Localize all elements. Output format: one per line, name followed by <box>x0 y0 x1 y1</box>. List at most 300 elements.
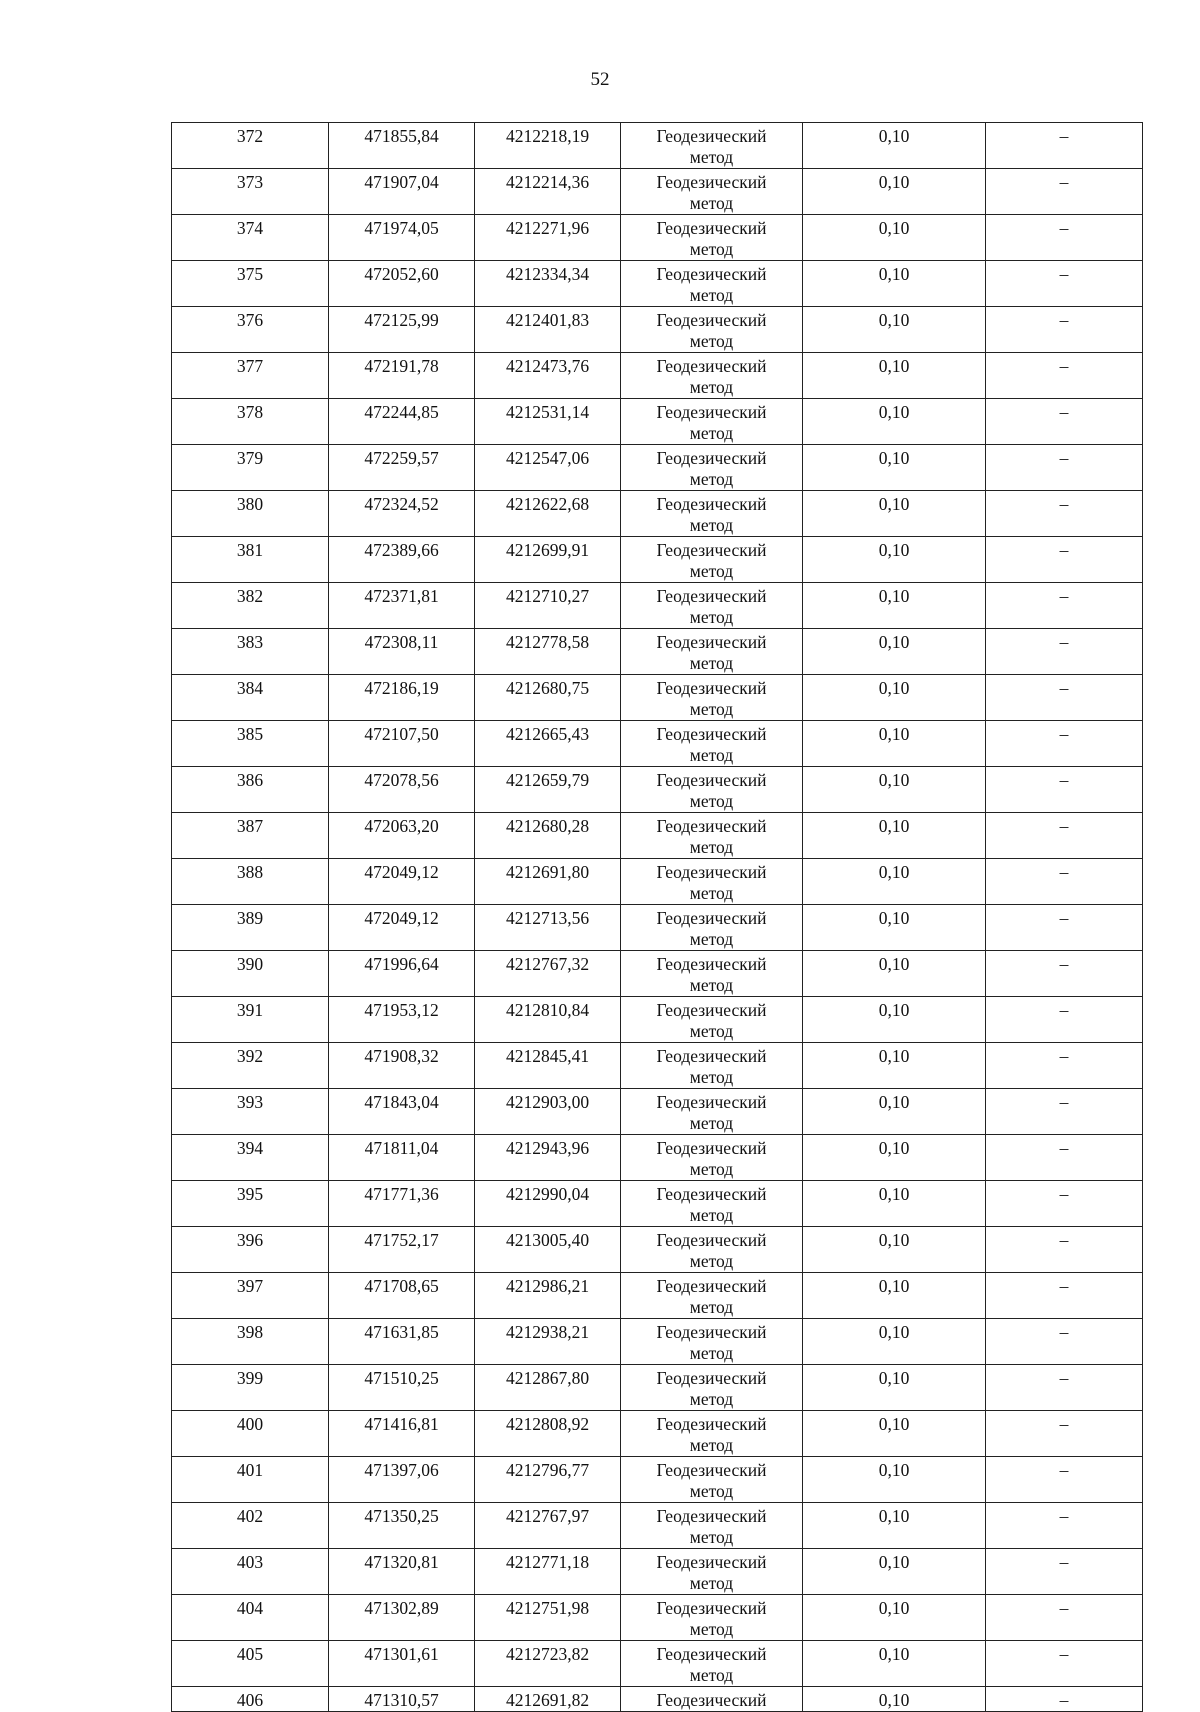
method-line-2: метод <box>689 1573 734 1593</box>
method-cell <box>621 721 803 767</box>
point-number-text: 400 <box>236 1414 264 1434</box>
accuracy-cell <box>803 905 986 951</box>
point-number-cell <box>172 1457 329 1503</box>
x-coordinate-cell <box>329 261 475 307</box>
table-row <box>172 1181 1143 1227</box>
point-number-text: 377 <box>236 356 264 376</box>
method-cell <box>621 905 803 951</box>
method-line-2: метод <box>689 1067 734 1087</box>
point-number-text: 405 <box>236 1644 264 1664</box>
y-coordinate-cell <box>475 399 621 445</box>
y-coordinate-text: 4212691,82 <box>505 1690 590 1710</box>
note-cell <box>986 491 1143 537</box>
note-cell <box>986 905 1143 951</box>
y-coordinate-text: 4212680,75 <box>505 678 590 698</box>
note-cell <box>986 859 1143 905</box>
y-coordinate-text: 4212778,58 <box>505 632 590 652</box>
accuracy-text: 0,10 <box>878 1092 910 1112</box>
accuracy-text: 0,10 <box>878 724 910 744</box>
point-number-cell <box>172 1365 329 1411</box>
y-coordinate-cell <box>475 1549 621 1595</box>
point-number-cell <box>172 491 329 537</box>
y-coordinate-text: 4212473,76 <box>505 356 590 376</box>
point-number-text: 398 <box>236 1322 264 1342</box>
point-number-text: 388 <box>236 862 264 882</box>
table-row <box>172 353 1143 399</box>
accuracy-cell <box>803 399 986 445</box>
y-coordinate-cell <box>475 583 621 629</box>
note-dash: – <box>1059 1000 1069 1020</box>
x-coordinate-text: 471996,64 <box>364 954 439 974</box>
method-text <box>621 1043 802 1088</box>
note-cell <box>986 629 1143 675</box>
accuracy-text: 0,10 <box>878 1598 910 1618</box>
method-line-1: Геодезический <box>656 586 767 606</box>
point-number-text: 389 <box>236 908 264 928</box>
accuracy-cell <box>803 997 986 1043</box>
y-coordinate-cell <box>475 1227 621 1273</box>
x-coordinate-text: 472308,11 <box>364 632 439 652</box>
y-coordinate-text: 4212665,43 <box>505 724 590 744</box>
accuracy-text: 0,10 <box>878 1000 910 1020</box>
method-text <box>621 1227 802 1272</box>
method-cell <box>621 1595 803 1641</box>
method-line-1: Геодезический <box>656 1046 767 1066</box>
method-text <box>621 491 802 536</box>
y-coordinate-cell <box>475 1135 621 1181</box>
point-number-cell <box>172 721 329 767</box>
x-coordinate-cell <box>329 491 475 537</box>
point-number-cell <box>172 1273 329 1319</box>
method-line-1: Геодезический <box>656 1460 767 1480</box>
note-dash: – <box>1059 540 1069 560</box>
point-number-text: 380 <box>236 494 264 514</box>
y-coordinate-text: 4212767,97 <box>505 1506 590 1526</box>
method-text <box>621 767 802 812</box>
page-number: 52 <box>590 69 610 90</box>
y-coordinate-cell <box>475 1365 621 1411</box>
accuracy-text: 0,10 <box>878 908 910 928</box>
method-text <box>621 1135 802 1180</box>
table-row <box>172 905 1143 951</box>
x-coordinate-text: 472107,50 <box>364 724 439 744</box>
method-line-1: Геодезический <box>656 954 767 974</box>
y-coordinate-cell <box>475 1503 621 1549</box>
method-text <box>621 169 802 214</box>
y-coordinate-cell <box>475 1595 621 1641</box>
table-row <box>172 537 1143 583</box>
point-number-text: 374 <box>236 218 264 238</box>
y-coordinate-cell <box>475 1089 621 1135</box>
x-coordinate-text: 472078,56 <box>364 770 439 790</box>
method-text <box>621 997 802 1042</box>
note-dash: – <box>1059 816 1069 836</box>
y-coordinate-text: 4212938,21 <box>505 1322 590 1342</box>
accuracy-cell <box>803 813 986 859</box>
method-text <box>621 1319 802 1364</box>
point-number-cell <box>172 1319 329 1365</box>
y-coordinate-text: 4212986,21 <box>505 1276 590 1296</box>
method-cell <box>621 1365 803 1411</box>
note-cell <box>986 767 1143 813</box>
coordinates-table <box>171 122 1143 1712</box>
method-line-2: метод <box>689 1343 734 1363</box>
method-line-1: Геодезический <box>656 310 767 330</box>
y-coordinate-cell <box>475 1319 621 1365</box>
y-coordinate-cell <box>475 261 621 307</box>
x-coordinate-text: 471752,17 <box>364 1230 439 1250</box>
method-line-1: Геодезический <box>656 1276 767 1296</box>
method-cell <box>621 123 803 169</box>
method-text <box>621 1641 802 1686</box>
x-coordinate-text: 471631,85 <box>364 1322 439 1342</box>
accuracy-cell <box>803 1411 986 1457</box>
accuracy-text: 0,10 <box>878 310 910 330</box>
note-cell <box>986 1457 1143 1503</box>
y-coordinate-text: 4212547,06 <box>505 448 590 468</box>
method-text <box>621 307 802 352</box>
method-text <box>621 1595 802 1640</box>
method-cell <box>621 1089 803 1135</box>
point-number-text: 401 <box>236 1460 264 1480</box>
x-coordinate-text: 472324,52 <box>364 494 439 514</box>
x-coordinate-cell <box>329 1503 475 1549</box>
table-row <box>172 1227 1143 1273</box>
accuracy-cell <box>803 1687 986 1712</box>
method-cell <box>621 1457 803 1503</box>
note-dash: – <box>1059 126 1069 146</box>
x-coordinate-cell <box>329 399 475 445</box>
note-cell <box>986 813 1143 859</box>
y-coordinate-text: 4212810,84 <box>505 1000 590 1020</box>
method-line-1: Геодезический <box>656 1230 767 1250</box>
x-coordinate-cell <box>329 537 475 583</box>
x-coordinate-text: 472052,60 <box>364 264 439 284</box>
x-coordinate-text: 472371,81 <box>364 586 439 606</box>
x-coordinate-text: 471510,25 <box>364 1368 439 1388</box>
x-coordinate-text: 471301,61 <box>364 1644 439 1664</box>
y-coordinate-text: 4212691,80 <box>505 862 590 882</box>
method-line-1: Геодезический <box>656 264 767 284</box>
point-number-cell <box>172 1595 329 1641</box>
method-text <box>621 1089 802 1134</box>
point-number-cell <box>172 123 329 169</box>
x-coordinate-text: 471708,65 <box>364 1276 439 1296</box>
note-cell <box>986 215 1143 261</box>
accuracy-text: 0,10 <box>878 1184 910 1204</box>
table-row <box>172 813 1143 859</box>
note-dash: – <box>1059 264 1069 284</box>
point-number-text: 404 <box>236 1598 264 1618</box>
accuracy-text: 0,10 <box>878 816 910 836</box>
note-cell <box>986 1227 1143 1273</box>
table-row <box>172 399 1143 445</box>
method-line-2: метод <box>689 285 734 305</box>
note-dash: – <box>1059 1690 1069 1710</box>
x-coordinate-text: 472125,99 <box>364 310 439 330</box>
accuracy-cell <box>803 353 986 399</box>
note-dash: – <box>1059 678 1069 698</box>
method-text <box>621 261 802 306</box>
y-coordinate-text: 4212699,91 <box>505 540 590 560</box>
method-line-2: метод <box>689 837 734 857</box>
method-cell <box>621 307 803 353</box>
y-coordinate-cell <box>475 537 621 583</box>
x-coordinate-cell <box>329 1319 475 1365</box>
accuracy-cell <box>803 1135 986 1181</box>
method-line-2: метод <box>689 975 734 995</box>
method-cell <box>621 261 803 307</box>
accuracy-cell <box>803 1319 986 1365</box>
method-text <box>621 215 802 260</box>
point-number-text: 372 <box>236 126 264 146</box>
point-number-text: 387 <box>236 816 264 836</box>
accuracy-cell <box>803 583 986 629</box>
accuracy-cell <box>803 307 986 353</box>
point-number-text: 384 <box>236 678 264 698</box>
y-coordinate-text: 4212713,56 <box>505 908 590 928</box>
accuracy-text: 0,10 <box>878 678 910 698</box>
point-number-text: 390 <box>236 954 264 974</box>
note-cell <box>986 1411 1143 1457</box>
method-cell <box>621 1549 803 1595</box>
accuracy-cell <box>803 1089 986 1135</box>
y-coordinate-cell <box>475 675 621 721</box>
note-cell <box>986 1365 1143 1411</box>
accuracy-text: 0,10 <box>878 1552 910 1572</box>
method-line-1: Геодезический <box>656 1092 767 1112</box>
table-row <box>172 169 1143 215</box>
accuracy-cell <box>803 169 986 215</box>
method-text <box>621 1181 802 1226</box>
method-line-1: Геодезический <box>656 1598 767 1618</box>
x-coordinate-cell <box>329 997 475 1043</box>
method-cell <box>621 997 803 1043</box>
method-line-2: метод <box>689 1435 734 1455</box>
x-coordinate-cell <box>329 951 475 997</box>
method-text <box>621 905 802 950</box>
note-dash: – <box>1059 1368 1069 1388</box>
note-dash: – <box>1059 724 1069 744</box>
point-number-text: 406 <box>236 1690 264 1710</box>
x-coordinate-cell <box>329 1411 475 1457</box>
method-cell <box>621 169 803 215</box>
note-dash: – <box>1059 908 1069 928</box>
note-cell <box>986 445 1143 491</box>
note-dash: – <box>1059 310 1069 330</box>
y-coordinate-cell <box>475 169 621 215</box>
point-number-text: 392 <box>236 1046 264 1066</box>
method-cell <box>621 1411 803 1457</box>
note-cell <box>986 1503 1143 1549</box>
point-number-text: 385 <box>236 724 264 744</box>
method-line-1: Геодезический <box>656 678 767 698</box>
point-number-cell <box>172 859 329 905</box>
x-coordinate-text: 472049,12 <box>364 908 439 928</box>
accuracy-cell <box>803 675 986 721</box>
point-number-cell <box>172 629 329 675</box>
x-coordinate-text: 472191,78 <box>364 356 439 376</box>
point-number-cell <box>172 1181 329 1227</box>
note-dash: – <box>1059 1138 1069 1158</box>
table-row <box>172 1595 1143 1641</box>
accuracy-text: 0,10 <box>878 1322 910 1342</box>
method-line-2: метод <box>689 331 734 351</box>
y-coordinate-text: 4212845,41 <box>505 1046 590 1066</box>
y-coordinate-text: 4212903,00 <box>505 1092 590 1112</box>
method-line-2: метод <box>689 607 734 627</box>
note-dash: – <box>1059 172 1069 192</box>
y-coordinate-cell <box>475 721 621 767</box>
y-coordinate-cell <box>475 905 621 951</box>
accuracy-cell <box>803 261 986 307</box>
note-cell <box>986 1043 1143 1089</box>
point-number-text: 395 <box>236 1184 264 1204</box>
x-coordinate-cell <box>329 1273 475 1319</box>
note-cell <box>986 997 1143 1043</box>
x-coordinate-cell <box>329 905 475 951</box>
method-line-1: Геодезический <box>656 1368 767 1388</box>
point-number-cell <box>172 445 329 491</box>
method-line-2: метод <box>689 1389 734 1409</box>
table-row <box>172 1043 1143 1089</box>
point-number-text: 393 <box>236 1092 264 1112</box>
y-coordinate-text: 4212680,28 <box>505 816 590 836</box>
point-number-cell <box>172 675 329 721</box>
table-row <box>172 1135 1143 1181</box>
note-cell <box>986 399 1143 445</box>
method-line-1: Геодезический <box>656 126 767 146</box>
accuracy-cell <box>803 123 986 169</box>
accuracy-text: 0,10 <box>878 126 910 146</box>
method-cell <box>621 1687 803 1712</box>
method-line-2: метод <box>689 1251 734 1271</box>
point-number-text: 383 <box>236 632 264 652</box>
method-cell <box>621 1503 803 1549</box>
table-body <box>172 123 1143 1712</box>
point-number-cell <box>172 767 329 813</box>
note-dash: – <box>1059 862 1069 882</box>
y-coordinate-text: 4212710,27 <box>505 586 590 606</box>
point-number-cell <box>172 1687 329 1712</box>
x-coordinate-cell <box>329 353 475 399</box>
note-cell <box>986 353 1143 399</box>
table-row <box>172 491 1143 537</box>
method-text <box>621 813 802 858</box>
table-row <box>172 629 1143 675</box>
method-line-1: Геодезический <box>656 908 767 928</box>
y-coordinate-text: 4212334,34 <box>505 264 590 284</box>
method-cell <box>621 767 803 813</box>
x-coordinate-cell <box>329 307 475 353</box>
point-number-text: 403 <box>236 1552 264 1572</box>
note-dash: – <box>1059 1276 1069 1296</box>
method-line-1: Геодезический <box>656 1506 767 1526</box>
x-coordinate-text: 471974,05 <box>364 218 439 238</box>
table-row <box>172 1457 1143 1503</box>
x-coordinate-cell <box>329 1595 475 1641</box>
method-text <box>621 1549 802 1594</box>
accuracy-cell <box>803 537 986 583</box>
accuracy-text: 0,10 <box>878 862 910 882</box>
point-number-cell <box>172 353 329 399</box>
accuracy-cell <box>803 445 986 491</box>
method-line-2: метод <box>689 1665 734 1685</box>
x-coordinate-text: 471397,06 <box>364 1460 439 1480</box>
x-coordinate-text: 471310,57 <box>364 1690 439 1710</box>
point-number-text: 378 <box>236 402 264 422</box>
method-cell <box>621 537 803 583</box>
y-coordinate-text: 4212990,04 <box>505 1184 590 1204</box>
x-coordinate-text: 471302,89 <box>364 1598 439 1618</box>
point-number-cell <box>172 1043 329 1089</box>
accuracy-text: 0,10 <box>878 954 910 974</box>
x-coordinate-text: 472049,12 <box>364 862 439 882</box>
method-line-2: метод <box>689 561 734 581</box>
note-dash: – <box>1059 586 1069 606</box>
accuracy-cell <box>803 1273 986 1319</box>
y-coordinate-cell <box>475 859 621 905</box>
note-cell <box>986 537 1143 583</box>
note-dash: – <box>1059 1644 1069 1664</box>
x-coordinate-text: 472259,57 <box>364 448 439 468</box>
accuracy-cell <box>803 1365 986 1411</box>
accuracy-cell <box>803 1181 986 1227</box>
note-cell <box>986 721 1143 767</box>
method-line-1: Геодезический <box>656 724 767 744</box>
note-cell <box>986 1641 1143 1687</box>
method-cell <box>621 491 803 537</box>
point-number-cell <box>172 997 329 1043</box>
table-row <box>172 1641 1143 1687</box>
method-cell <box>621 583 803 629</box>
method-line-1: Геодезический <box>656 862 767 882</box>
note-cell <box>986 1273 1143 1319</box>
note-cell <box>986 123 1143 169</box>
method-line-1: Геодезический <box>656 1138 767 1158</box>
accuracy-cell <box>803 1503 986 1549</box>
x-coordinate-text: 471855,84 <box>364 126 439 146</box>
x-coordinate-cell <box>329 445 475 491</box>
y-coordinate-text: 4213005,40 <box>505 1230 590 1250</box>
note-cell <box>986 1319 1143 1365</box>
y-coordinate-text: 4212767,32 <box>505 954 590 974</box>
x-coordinate-cell <box>329 1365 475 1411</box>
x-coordinate-cell <box>329 859 475 905</box>
method-cell <box>621 951 803 997</box>
table-row <box>172 1319 1143 1365</box>
method-text <box>621 537 802 582</box>
x-coordinate-cell <box>329 1457 475 1503</box>
point-number-cell <box>172 399 329 445</box>
note-cell <box>986 1135 1143 1181</box>
note-cell <box>986 1549 1143 1595</box>
point-number-cell <box>172 1549 329 1595</box>
point-number-text: 382 <box>236 586 264 606</box>
table-row <box>172 675 1143 721</box>
table-row <box>172 307 1143 353</box>
note-cell <box>986 1687 1143 1712</box>
method-line-2: метод <box>689 147 734 167</box>
accuracy-cell <box>803 215 986 261</box>
point-number-text: 396 <box>236 1230 264 1250</box>
x-coordinate-text: 472244,85 <box>364 402 439 422</box>
accuracy-text: 0,10 <box>878 1276 910 1296</box>
x-coordinate-cell <box>329 1043 475 1089</box>
x-coordinate-text: 472389,66 <box>364 540 439 560</box>
y-coordinate-cell <box>475 1411 621 1457</box>
point-number-text: 394 <box>236 1138 264 1158</box>
